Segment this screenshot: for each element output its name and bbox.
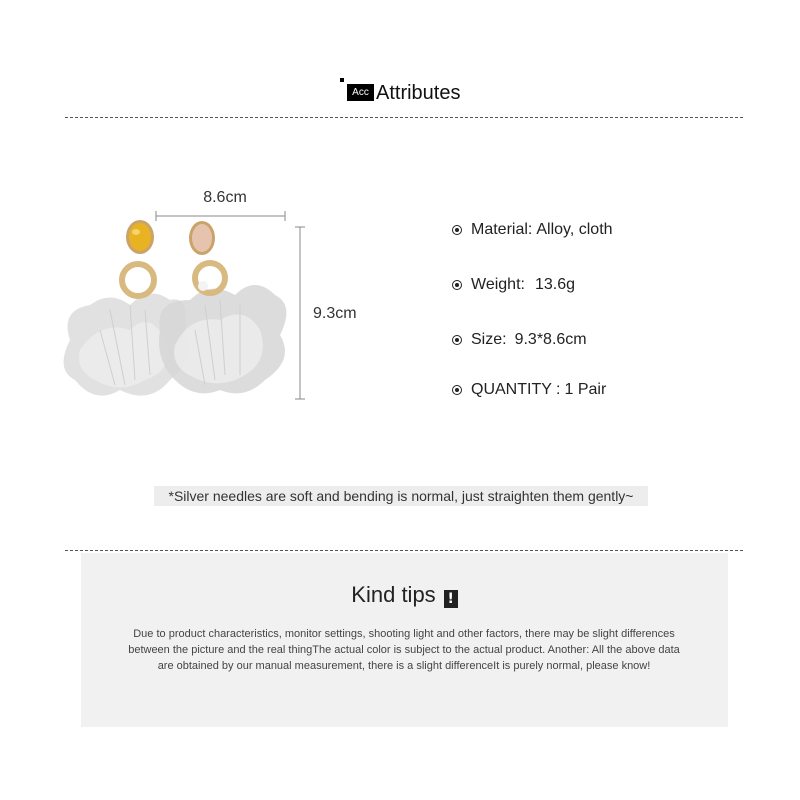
exclamation-icon: ! [444,590,458,608]
right-earring [159,221,286,393]
bullet-icon [452,280,462,290]
attribute-size [452,328,587,352]
top-divider [65,117,743,118]
height-dimension-label: 9.3cm [313,305,357,322]
attribute-weight [452,273,575,297]
attribute-value: 1 Pair [564,381,607,398]
bullet-icon [452,335,462,345]
attribute-label: Size: [471,331,507,348]
header-mark [340,78,344,82]
attribute-material [452,218,613,242]
attribute-value: 13.6g [534,276,575,293]
middle-divider [65,550,743,551]
bullet-icon [452,385,462,395]
width-dimension-label: 8.6cm [203,189,247,206]
attribute-label: QUANTITY : [471,381,561,398]
kind-tips-title: Kind tips [351,582,436,607]
attribute-value: 9.3*8.6cm [514,331,587,348]
section-header [0,78,800,108]
section-title: Attributes [376,82,461,104]
kind-tips-heading [81,581,728,609]
earrings-illustration [50,180,380,420]
attribute-label: Weight: [471,276,525,293]
product-photo [50,180,380,420]
attribute-quantity [452,378,606,402]
kind-tips-body: Due to product characteristics, monitor settings, shooting light and other factors, there may be slight differences between the picture and the real thingThe actual color is subject to the actual product. Another: All the above data are obtained by our manual measurement, there is a slight differenceIt is purely normal, please know! [128,628,680,672]
attribute-value: Alloy, cloth [536,221,613,238]
care-note: *Silver needles are soft and bending is normal, just straighten them gently~ [154,486,648,506]
header-badge: Acc [347,84,374,101]
kind-tips-panel [81,553,728,727]
attribute-label: Material: [471,221,533,238]
bullet-icon [452,225,462,235]
